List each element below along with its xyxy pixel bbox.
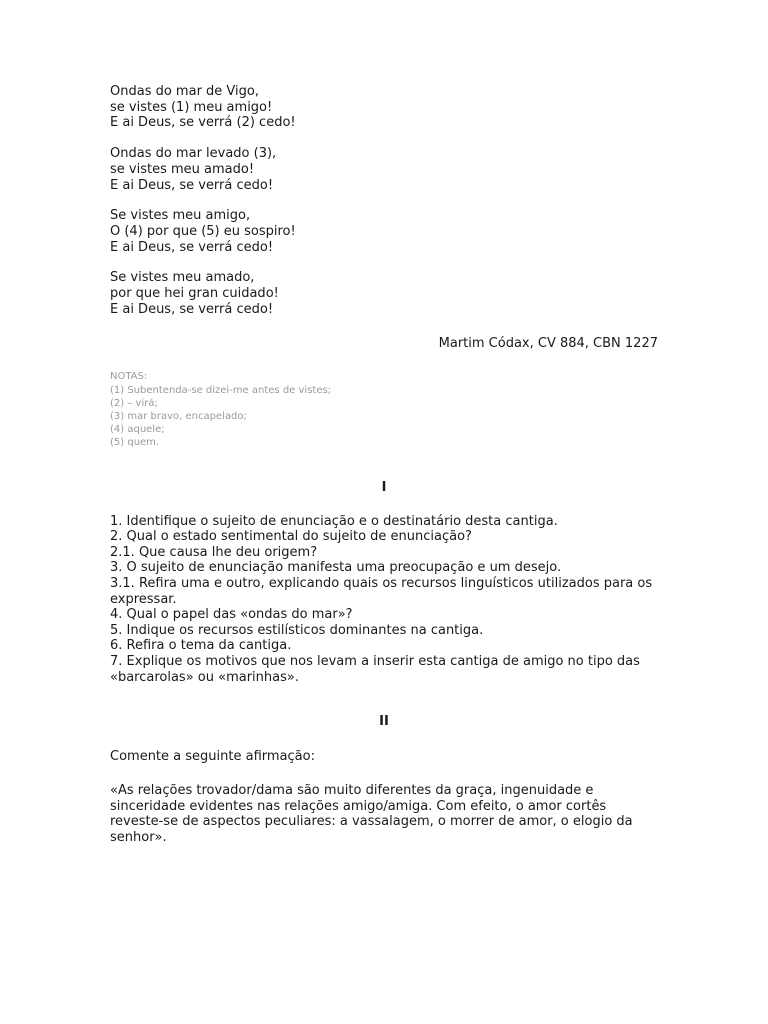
note-item: (1) Subentenda-se dizei-me antes de vistes; <box>110 384 332 396</box>
poem-line: Se vistes meu amado, <box>110 270 255 286</box>
question-item: 1. Identifique o sujeito de enunciação e o destinatário desta cantiga. <box>110 513 558 529</box>
section-instruction: Comente a seguinte afirmação: <box>110 749 315 765</box>
poem-line: E ai Deus, se verrá cedo! <box>110 301 274 317</box>
poem-line: se vistes (1) meu amigo! <box>110 99 273 115</box>
poem-line: E ai Deus, se verrá cedo! <box>110 177 274 193</box>
section-heading-ii: II <box>379 714 389 730</box>
poem-line: E ai Deus, se verrá cedo! <box>110 239 274 255</box>
poem-line: Ondas do mar de Vigo, <box>110 84 259 99</box>
note-item: (5) quem. <box>110 437 160 449</box>
poem-line: se vistes meu amado! <box>110 161 255 177</box>
poem <box>110 84 658 317</box>
question-item: 3. O sujeito de enunciação manifesta uma preocupação e um desejo. <box>110 560 562 576</box>
poem-line: por que hei gran cuidado! <box>110 286 279 302</box>
poem-stanza <box>110 146 658 193</box>
poem-line: Ondas do mar levado (3), <box>110 146 277 162</box>
poem-line: Se vistes meu amigo, <box>110 208 251 224</box>
note-item: (3) mar bravo, encapelado; <box>110 411 247 423</box>
question-item: 5. Indique os recursos estilísticos dominantes na cantiga. <box>110 622 484 638</box>
poem-stanza <box>110 270 658 317</box>
section-heading-i: I <box>381 479 387 495</box>
poem-line: E ai Deus, se verrá (2) cedo! <box>110 115 296 131</box>
quoted-statement: «As relações trovador/dama são muito diferentes da graça, ingenuidade e sinceridade evidentes nas relações amigo/amiga. Com efeito, o amor cortês reveste-se de aspectos peculiares: a vassalagem, o morrer de amor, o elogio da senhor». <box>110 783 633 845</box>
question-item: 3.1. Refira uma e outro, explicando quais os recursos linguísticos utilizados para os expressar. <box>110 576 653 607</box>
note-item: (2) – virá; <box>110 397 158 409</box>
document-page <box>110 84 658 846</box>
question-item: 2.1. Que causa lhe deu origem? <box>110 544 318 560</box>
question-item: 7. Explique os motivos que nos levam a inserir esta cantiga de amigo no tipo das «barcarolas» ou «marinhas». <box>110 654 640 685</box>
poem-line: O (4) por que (5) eu sospiro! <box>110 223 296 239</box>
question-list <box>110 514 658 686</box>
question-item: 4. Qual o papel das «ondas do mar»? <box>110 607 353 623</box>
poem-attribution: Martim Códax, CV 884, CBN 1227 <box>438 336 658 352</box>
notes <box>110 370 658 449</box>
poem-stanza <box>110 208 658 255</box>
question-item: 6. Refira o tema da cantiga. <box>110 638 292 654</box>
question-item: 2. Qual o estado sentimental do sujeito de enunciação? <box>110 529 472 545</box>
note-item: (4) aquele; <box>110 424 165 436</box>
poem-stanza <box>110 84 658 131</box>
notes-heading: NOTAS: <box>110 371 148 383</box>
